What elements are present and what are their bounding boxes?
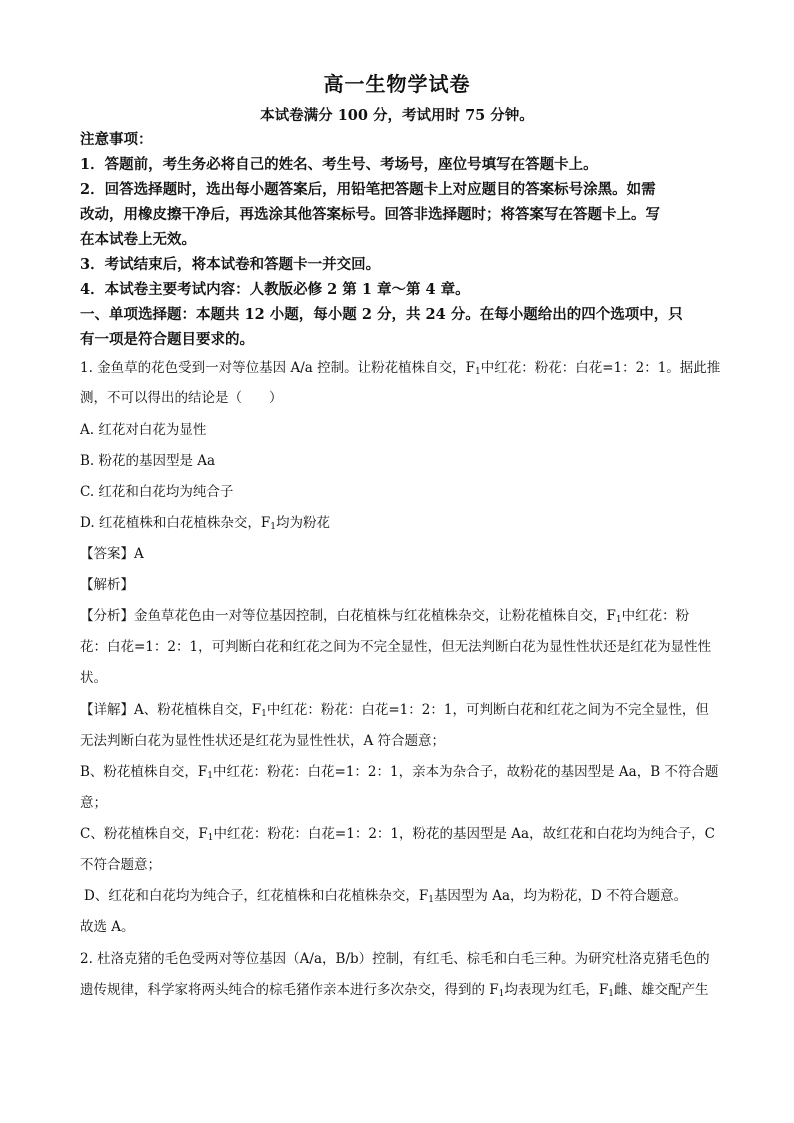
q1-option-b: B. 粉花的基因型是 Aa — [80, 453, 216, 469]
q1-xiangjie-line-1 — [80, 700, 720, 720]
q1-stem-subscript: 1 — [474, 367, 481, 377]
q1-option-b-analysis-line-1 — [80, 762, 720, 782]
q1-b-analysis-subscript: 1 — [207, 771, 214, 781]
q1-option-d-part-b: 均为粉花 — [276, 515, 331, 531]
q1-fenxi-part-a: 【分析】金鱼草花色由一对等位基因控制，白花植株与红花植株杂交，让粉花植株自交，F — [80, 608, 616, 624]
q1-c-analysis-subscript: 1 — [207, 833, 214, 843]
q1-conclusion: 故选 A。 — [80, 919, 135, 935]
q1-fenxi-line-3: 状。 — [80, 670, 107, 686]
q1-fenxi-line-1 — [80, 606, 720, 626]
section-1-line-2: 有一项是符合题目要求的。 — [80, 331, 254, 348]
q1-d-analysis-part-b: 基因型为 Aa，均为粉花，D 不符合题意。 — [433, 888, 688, 904]
q1-fenxi-part-b: 中红花：粉 — [621, 608, 690, 624]
q1-stem-line-2: 测，不可以得出的结论是（ ） — [80, 390, 283, 406]
q1-stem-line-1 — [80, 358, 720, 378]
q1-fenxi-subscript: 1 — [615, 615, 622, 625]
notice-item-2-line-3: 在本试卷上无效。 — [80, 231, 196, 248]
q2-stem-line-2 — [80, 980, 720, 1000]
q1-d-analysis-subscript: 1 — [428, 895, 434, 905]
q1-stem-part-b: 中红花：粉花：白花=1：2：1。据此推 — [480, 360, 721, 376]
notice-item-4: 4．本试卷主要考试内容：人教版必修 2 第 1 章～第 4 章。 — [80, 281, 470, 298]
q1-c-analysis-part-b: 中红花：粉花：白花=1：2：1，粉花的基因型是 Aa，故红花和白花均为纯合子，C — [213, 826, 715, 842]
q1-c-analysis-part-a: C、粉花植株自交，F — [80, 826, 208, 842]
page-subtitle: 本试卷满分 100 分，考试用时 75 分钟。 — [260, 107, 534, 124]
q2-stem-subscript-2: 1 — [608, 989, 615, 999]
q2-stem-subscript-1: 1 — [498, 989, 505, 999]
q1-xiangjie-subscript: 1 — [261, 709, 267, 719]
q1-option-b-analysis-line-2: 意； — [80, 795, 107, 811]
q1-option-d-subscript: 1 — [270, 522, 277, 532]
q1-option-a: A. 红花对白花为显性 — [80, 422, 207, 438]
q1-xiangjie-part-b: 中红花：粉花：白花=1：2：1，可判断白花和红花之间为不完全显性，但 — [266, 702, 709, 718]
q1-fenxi-line-2: 花：白花=1：2：1，可判断白花和红花之间为不完全显性，但无法判断白花为显性性状还是红花为显性性 — [80, 639, 712, 655]
q2-stem-part-a: 遗传规律，科学家将两头纯合的棕毛猪作亲本进行多次杂交，得到的 F — [80, 982, 499, 998]
q1-option-c: C. 红花和白花均为纯合子 — [80, 484, 234, 500]
notice-heading: 注意事项： — [80, 131, 153, 148]
q2-stem-part-b: 均表现为红毛，F — [504, 982, 609, 998]
q1-option-d-analysis — [80, 886, 724, 906]
notice-item-2-line-2: 改动，用橡皮擦干净后，再选涂其他答案标号。回答非选择题时；将答案写在答题卡上。写 — [80, 206, 660, 223]
section-1-line-1: 一、单项选择题：本题共 12 小题，每小题 2 分，共 24 分。在每小题给出的四个选项中，只 — [80, 306, 683, 323]
q1-xiangjie-line-2: 无法判断白花为显性性状还是红花为显性性状，A 符合题意； — [80, 733, 446, 749]
q1-option-d — [80, 513, 720, 533]
q1-option-d-part-a: D. 红花植株和白花植株杂交，F — [80, 515, 271, 531]
q1-option-c-analysis-line-2: 不符合题意； — [80, 857, 161, 873]
q1-xiangjie-part-a: 【详解】A、粉花植株自交，F — [80, 702, 262, 718]
q1-b-analysis-part-b: 中红花：粉花：白花=1：2：1，亲本为杂合子，故粉花的基因型是 Aa，B 不符合题 — [213, 764, 719, 780]
notice-item-3: 3．考试结束后，将本试卷和答题卡一并交回。 — [80, 256, 381, 273]
page-title: 高一生物学试卷 — [323, 72, 471, 96]
q1-stem-part-a: 1. 金鱼草的花色受到一对等位基因 A/a 控制。让粉花植株自交，F — [80, 360, 475, 376]
q1-analysis-heading: 【解析】 — [80, 577, 134, 593]
q1-d-analysis-part-a: D、红花和白花均为纯合子，红花植株和白花植株杂交，F — [84, 888, 429, 904]
q2-stem-line-1: 2. 杜洛克猪的毛色受两对等位基因（A/a，B/b）控制，有红毛、棕毛和白毛三种。为研究杜洛克猪毛色的 — [80, 951, 710, 967]
q1-option-c-analysis-line-1 — [80, 824, 720, 844]
q2-stem-part-c: 雌、雄交配产生 — [614, 982, 709, 998]
q1-b-analysis-part-a: B、粉花植株自交，F — [80, 764, 208, 780]
notice-item-2-line-1: 2．回答选择题时，选出每小题答案后，用铅笔把答题卡上对应题目的答案标号涂黑。如需 — [80, 181, 656, 198]
q1-answer: 【答案】A — [80, 546, 144, 562]
notice-item-1: 1．答题前，考生务必将自己的姓名、考生号、考场号，座位号填写在答题卡上。 — [80, 156, 598, 173]
